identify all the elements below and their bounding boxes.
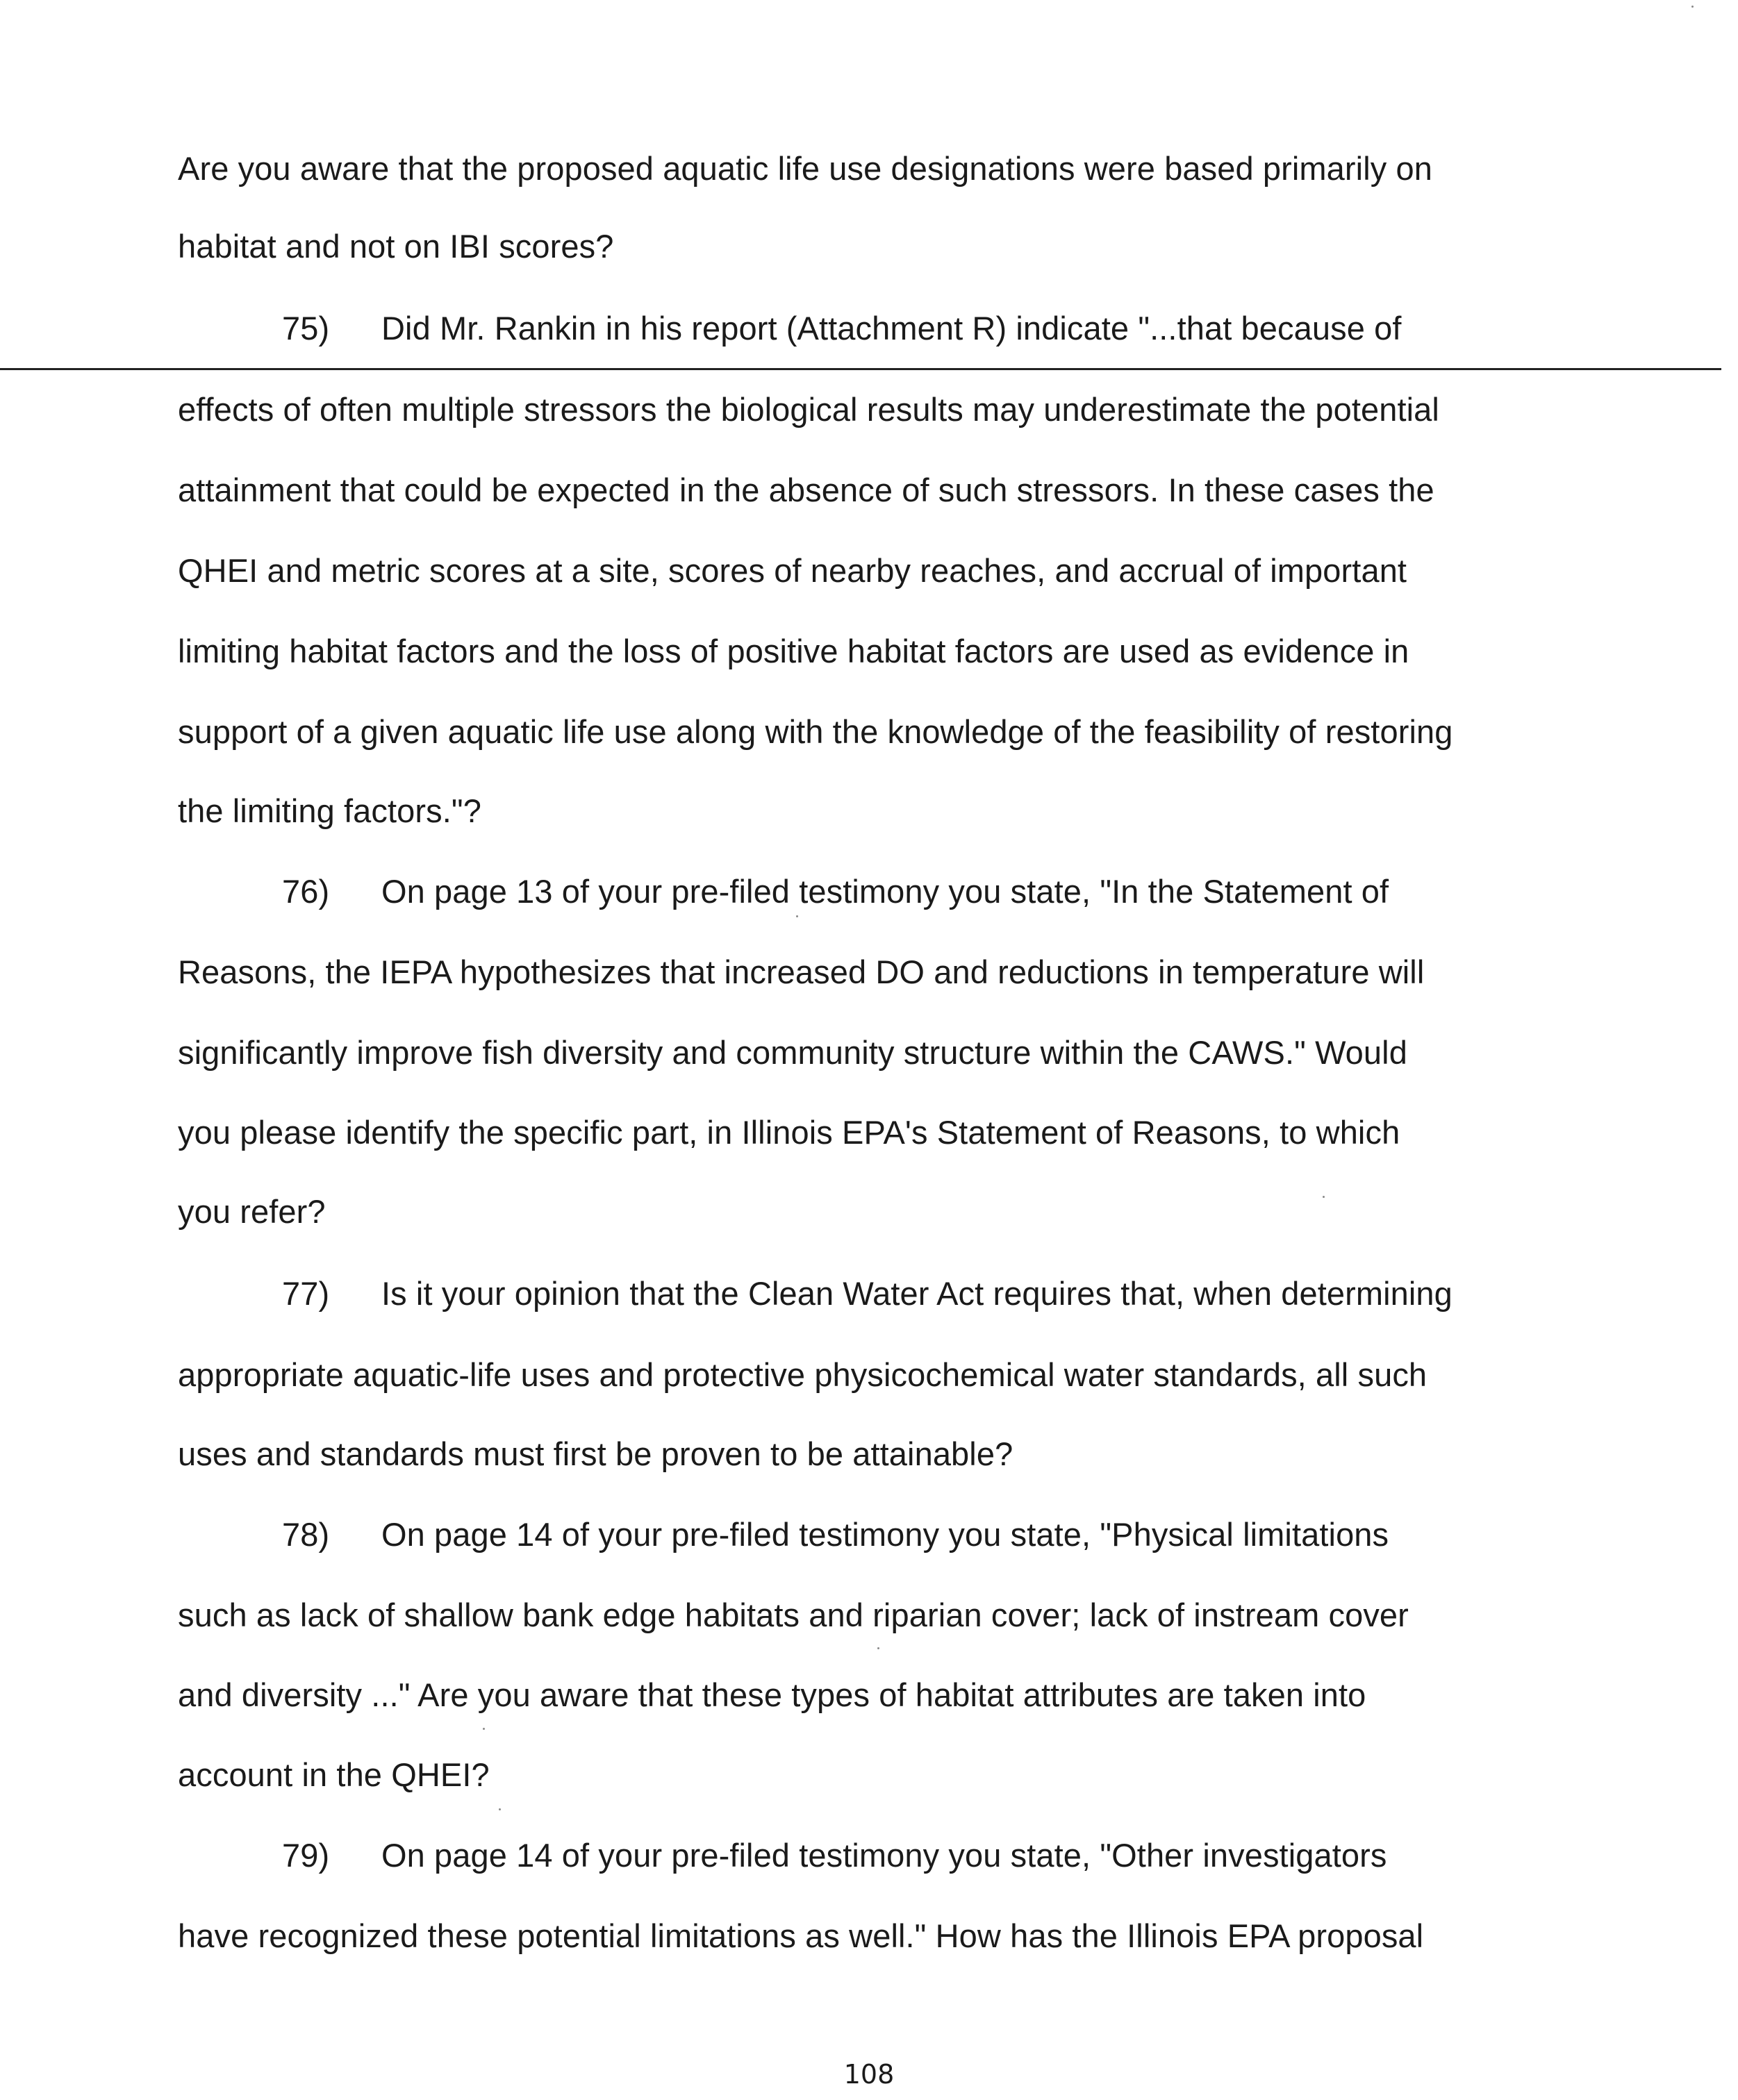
question-number: 79) xyxy=(282,1837,330,1874)
question-75 xyxy=(282,308,1402,349)
question-text: On page 14 of your pre-filed testimony you state, "Physical limitations xyxy=(381,1516,1389,1553)
scan-speck xyxy=(1323,1196,1325,1198)
question-text: On page 14 of your pre-filed testimony you state, "Other investigators xyxy=(381,1837,1387,1874)
question-78 xyxy=(282,1514,1389,1556)
question-number: 76) xyxy=(282,873,330,910)
text-line: uses and standards must first be proven to be attainable? xyxy=(178,1435,1013,1472)
question-79 xyxy=(282,1835,1387,1876)
scan-speck xyxy=(796,915,798,917)
scan-speck xyxy=(483,1728,485,1730)
question-number: 75) xyxy=(282,310,330,347)
scan-speck xyxy=(877,1647,879,1649)
text-line: attainment that could be expected in the absence of such stressors. In these cases the xyxy=(178,472,1434,508)
horizontal-rule xyxy=(0,368,1721,370)
scan-speck xyxy=(1691,6,1694,8)
text-line: you please identify the specific part, in Illinois EPA's Statement of Reasons, to which xyxy=(178,1114,1400,1151)
question-76 xyxy=(282,871,1389,912)
text-line: the limiting factors."? xyxy=(178,792,481,829)
text-line: account in the QHEI? xyxy=(178,1756,490,1793)
text-line: habitat and not on IBI scores? xyxy=(178,228,614,265)
question-77 xyxy=(282,1273,1453,1315)
question-text: On page 13 of your pre-filed testimony you state, "In the Statement of xyxy=(381,873,1389,910)
text-line: limiting habitat factors and the loss of positive habitat factors are used as evidence in xyxy=(178,633,1409,669)
page-number: 108 xyxy=(843,2059,895,2090)
text-line: you refer? xyxy=(178,1193,326,1230)
text-line: have recognized these potential limitations as well." How has the Illinois EPA proposal xyxy=(178,1917,1424,1954)
text-line: support of a given aquatic life use along with the knowledge of the feasibility of restoring xyxy=(178,713,1453,750)
text-line: significantly improve fish diversity and community structure within the CAWS." Would xyxy=(178,1034,1407,1071)
text-line: such as lack of shallow bank edge habitats and riparian cover; lack of instream cover xyxy=(178,1597,1409,1633)
question-number: 77) xyxy=(282,1275,330,1312)
question-text: Did Mr. Rankin in his report (Attachment R) indicate "...that because of xyxy=(381,310,1402,347)
text-line: Are you aware that the proposed aquatic life use designations were based primarily on xyxy=(178,150,1432,187)
text-line: QHEI and metric scores at a site, scores of nearby reaches, and accrual of important xyxy=(178,552,1407,589)
text-line: appropriate aquatic-life uses and protective physicochemical water standards, all such xyxy=(178,1356,1427,1393)
scan-speck xyxy=(499,1808,501,1810)
text-line: and diversity ..." Are you aware that these types of habitat attributes are taken into xyxy=(178,1676,1366,1713)
question-number: 78) xyxy=(282,1516,330,1553)
question-text: Is it your opinion that the Clean Water Act requires that, when determining xyxy=(381,1275,1453,1312)
text-line: effects of often multiple stressors the biological results may underestimate the potential xyxy=(178,391,1439,428)
text-line: Reasons, the IEPA hypothesizes that increased DO and reductions in temperature will xyxy=(178,953,1425,990)
